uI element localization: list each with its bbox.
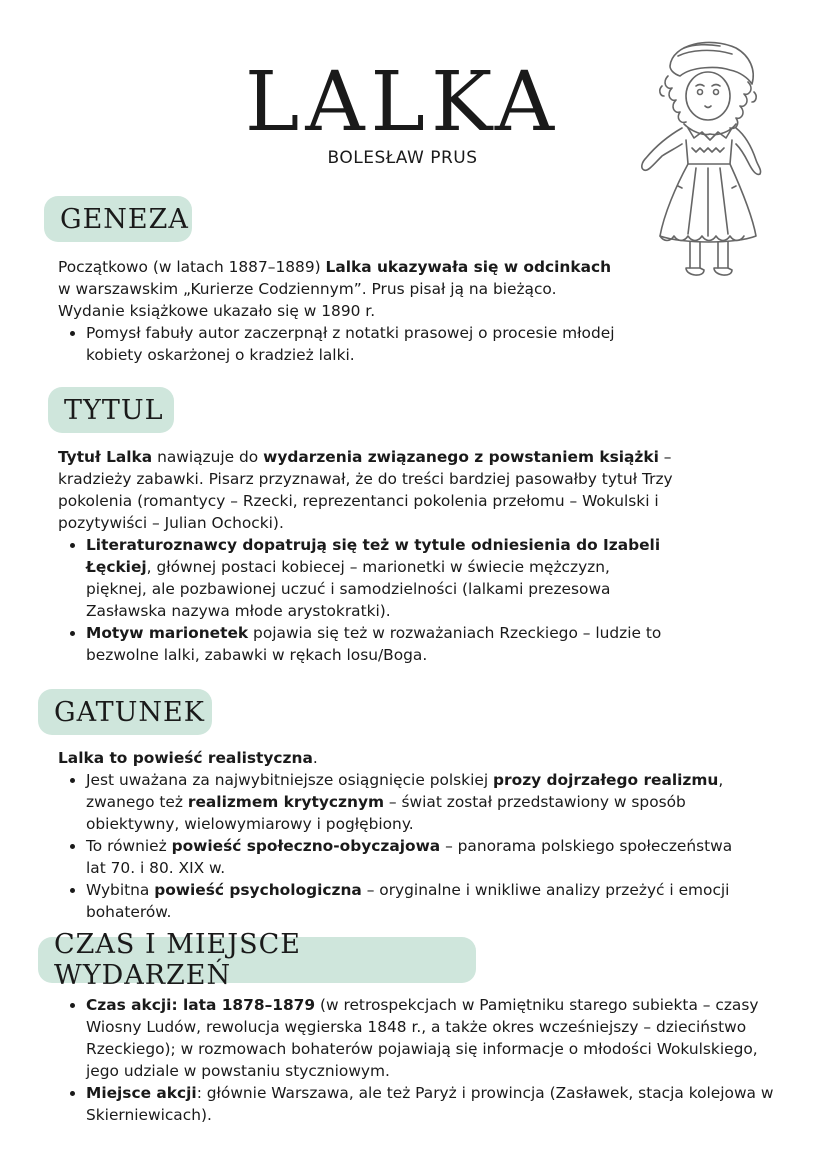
tytul-list	[58, 534, 666, 666]
list-item: • Jest uważana za najwybitniejsze osiągnięcie polskiej prozy dojrzałego realizmu, zwanego też realizmem krytycznym – świat został przedstawiony w sposób obiektywny, wielowymiarowy i pogłębiony.	[86, 769, 748, 835]
czas-list	[58, 994, 778, 1126]
list-item: • Literaturoznawcy dopatrują się też w tytule odniesienia do Izabeli Łęckiej, głównej postaci kobiecej – marionetki w świecie mężczyzn, pięknej, ale pozbawionej uczuć i samodzielności (lalkami prezesowa Zasławska nazywa młode arystokratki).	[86, 534, 666, 622]
geneza-list	[58, 322, 618, 366]
list-item: • Miejsce akcji: głównie Warszawa, ale też Paryż i prowincja (Zasławek, stacja kolejowa w Skierniewicach).	[86, 1082, 778, 1126]
gatunek-paragraph: Lalka to powieść realistyczna.	[58, 749, 318, 767]
list-item: • Pomysł fabuły autor zaczerpnął z notatki prasowej o procesie młodej kobiety oskarżonej o kradzież lalki.	[86, 322, 618, 366]
doll-illustration	[632, 36, 772, 282]
section-heading-tytul: TYTUL	[48, 387, 174, 433]
list-item: • Motyw marionetek pojawia się też w rozważaniach Rzeckiego – ludzie to bezwolne lalki, zabawki w rękach losu/Boga.	[86, 622, 666, 666]
section-heading-gatunek: GATUNEK	[38, 689, 212, 735]
geneza-paragraph: Początkowo (w latach 1887–1889) Lalka ukazywała się w odcinkach w warszawskim „Kurierze Codziennym”. Prus pisał ją na bieżąco. Wydanie książkowe ukazało się w 1890 r.	[58, 258, 612, 320]
gatunek-list	[58, 769, 748, 923]
tytul-paragraph: Tytuł Lalka nawiązuje do wydarzenia związanego z powstaniem książki – kradzieży zabawki. Pisarz przyznawał, że do treści bardziej pasowałby tytuł Trzy pokolenia (romantycy – Rzecki, reprezentanci pokolenia przełomu – Wokulski i pozytywiści – Julian Ochocki).	[58, 448, 673, 532]
section-heading-geneza: GENEZA	[44, 196, 192, 242]
section-czas-body	[58, 994, 778, 1126]
list-item: • Wybitna powieść psychologiczna – oryginalne i wnikliwe analizy przeżyć i emocji bohaterów.	[86, 879, 748, 923]
section-tytul-body	[58, 446, 690, 666]
list-item: • Czas akcji: lata 1878–1879 (w retrospekcjach w Pamiętniku starego subiekta – czasy Wiosny Ludów, rewolucja węgierska 1848 r., a także okres wcześniejszy – dzieciństwo Rzeckiego); w rozmowach bohaterów pojawiają się informacje o młodości Wokulskiego, jego udziale w powstaniu styczniowym.	[86, 994, 778, 1082]
author-name: BOLESŁAW PRUS	[327, 148, 478, 168]
list-item: • To również powieść społeczno-obyczajowa – panorama polskiego społeczeństwa lat 70. i 80. XIX w.	[86, 835, 748, 879]
section-geneza-body	[58, 256, 618, 366]
section-heading-czas: CZAS I MIEJSCE WYDARZEŃ	[38, 937, 476, 983]
section-gatunek-body	[58, 747, 748, 923]
page-title: LALKA	[244, 55, 561, 150]
